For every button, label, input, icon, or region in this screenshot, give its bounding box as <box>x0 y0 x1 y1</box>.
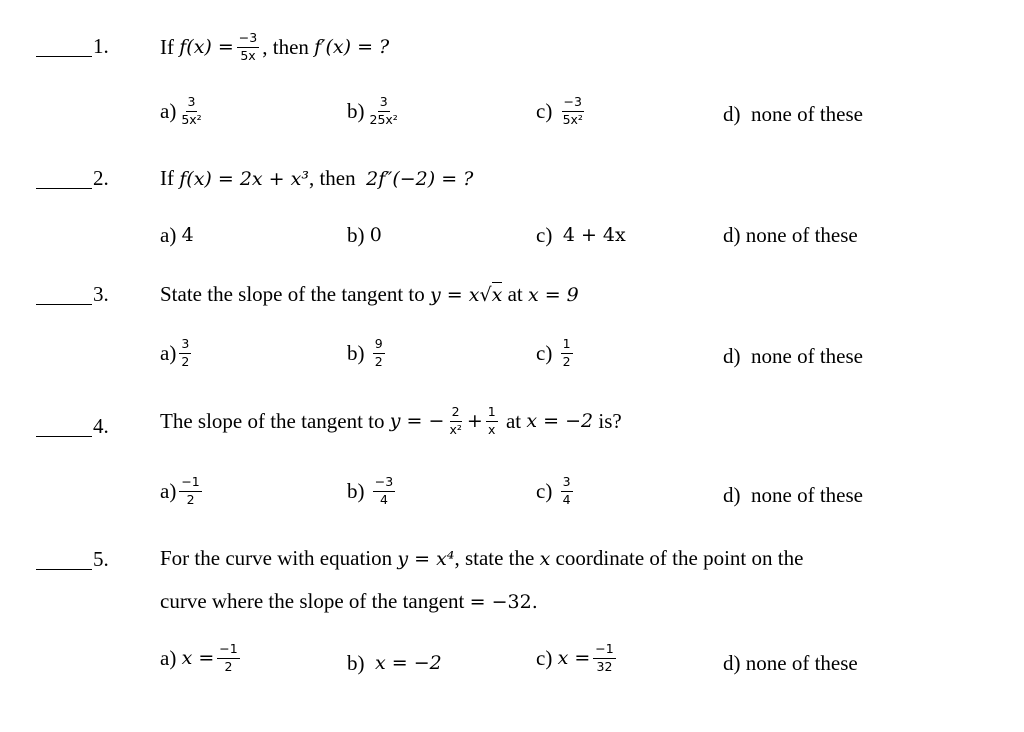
q5-text-a: For the curve with equation <box>160 546 393 570</box>
q2-expression: f(x) = 2x + x³ <box>179 168 309 190</box>
q5-line2-expr: = −32. <box>469 591 538 613</box>
q4-option-b[interactable]: b) $\frac{-3}{4}$ <box>347 474 394 507</box>
q2-option-d[interactable]: d) none of these <box>723 223 858 247</box>
q3-option-d[interactable]: d) none of these <box>723 344 863 368</box>
q4-condition: x = −2 <box>526 409 594 432</box>
q1-option-d[interactable]: d) none of these <box>723 102 863 126</box>
q4-expression: y = − <box>389 409 445 432</box>
q3-text: State the slope of the tangent to <box>160 282 425 306</box>
q4-option-a[interactable]: a) $\frac{-1}{2}$ <box>160 474 200 507</box>
question-number-4: 4. <box>93 414 109 438</box>
q4-fraction-1: $\frac{2}{\text{x²}}$ <box>449 404 462 437</box>
q3-option-a[interactable]: a) $\frac{3}{2}$ <box>160 336 190 369</box>
q5-expression: y = x⁴ <box>397 548 455 570</box>
q1-fraction: $\frac{-3}{5x}$ <box>238 30 258 63</box>
q3-at: at <box>507 282 523 306</box>
q2-prefix: If <box>160 166 174 190</box>
answer-blank-1[interactable] <box>36 56 92 57</box>
q5-option-b[interactable]: b) x = −2 <box>347 651 442 675</box>
question-1 <box>160 32 389 62</box>
q3-sqrt-arg: x <box>491 284 503 306</box>
q4-at: at <box>505 408 522 433</box>
q4-option-d[interactable]: d) none of these <box>723 483 863 507</box>
q5-option-c[interactable]: c) x = $\frac{-1}{32}$ <box>536 641 614 674</box>
q4-text: The slope of the tangent to <box>160 408 385 433</box>
q4-option-c[interactable]: c) $\frac{3}{4}$ <box>536 474 571 507</box>
question-4 <box>160 406 622 436</box>
question-3 <box>160 284 579 305</box>
q4-end: is? <box>598 408 622 433</box>
q5-line2-text: curve where the slope of the tangent <box>160 589 465 613</box>
q1-option-b[interactable]: b) $\frac{3}{\text{25x²}}$ <box>347 94 398 127</box>
q3-option-b[interactable]: b) $\frac{9}{2}$ <box>347 336 383 369</box>
answer-blank-4[interactable] <box>36 436 92 437</box>
q3-option-c[interactable]: c) $\frac{1}{2}$ <box>536 336 571 369</box>
question-number-2: 2. <box>93 166 109 190</box>
q1-option-c[interactable]: c) $\frac{-3}{\text{5x²}}$ <box>536 94 583 127</box>
q1-middle: , then <box>262 34 309 59</box>
q2-derivative: 2f″(−2) = ? <box>366 168 474 190</box>
question-5-line-1 <box>160 548 803 569</box>
q2-option-a[interactable]: a) 4 <box>160 223 194 247</box>
q1-derivative: f′(x) = ? <box>314 35 390 58</box>
q5-option-a[interactable]: a) x = $\frac{-1}{2}$ <box>160 641 238 674</box>
q1-option-a[interactable]: a) $\frac{3}{\text{5x²}}$ <box>160 94 202 127</box>
q2-option-c[interactable]: c) 4 + 4x <box>536 223 626 247</box>
question-number-5: 5. <box>93 547 109 571</box>
answer-blank-2[interactable] <box>36 188 92 189</box>
q4-fraction-2: $\frac{1}{x}$ <box>487 404 496 437</box>
question-5-line-2 <box>160 591 538 612</box>
answer-blank-5[interactable] <box>36 569 92 570</box>
q1-function: f(x) = <box>179 35 234 58</box>
q5-option-d[interactable]: d) none of these <box>723 651 858 675</box>
q3-expression: y = x <box>430 284 480 306</box>
q4-plus: + <box>466 409 483 432</box>
q2-middle: , then <box>308 166 356 190</box>
q5-text-c: coordinate of the point on the <box>555 546 804 570</box>
q2-option-b[interactable]: b) 0 <box>347 223 382 247</box>
question-number-3: 3. <box>93 282 109 306</box>
question-2 <box>160 168 473 189</box>
sqrt-symbol: √ <box>479 284 492 306</box>
q1-prefix: If <box>160 34 174 59</box>
q3-condition: x = 9 <box>527 284 579 306</box>
answer-blank-3[interactable] <box>36 304 92 305</box>
q5-variable: x <box>539 548 551 570</box>
question-number-1: 1. <box>93 34 109 58</box>
q5-text-b: , state the <box>454 546 535 570</box>
